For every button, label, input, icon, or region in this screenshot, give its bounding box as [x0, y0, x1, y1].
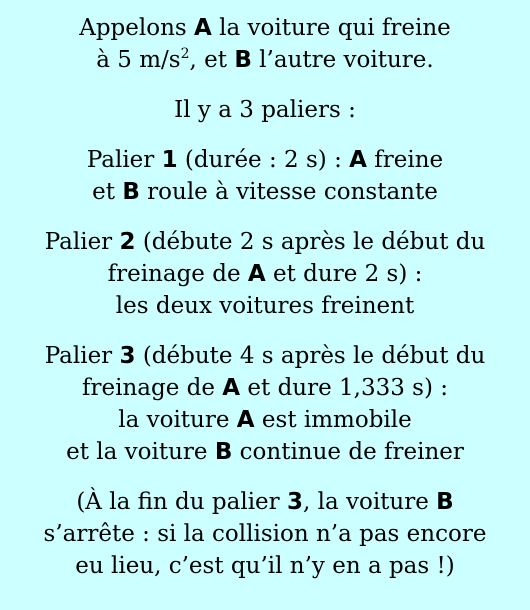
- car-a-label: A: [236, 407, 255, 433]
- note-text: (À la fin du palier: [76, 489, 287, 515]
- palier-text: et dure 2 s) :: [265, 261, 423, 287]
- palier-text: continue de freiner: [232, 439, 464, 465]
- palier-text: et dure 1,333 s) :: [240, 375, 449, 401]
- palier-number: 3: [119, 343, 136, 369]
- palier-text: la voiture: [118, 407, 237, 433]
- intro-text: à 5 m/s: [96, 47, 181, 73]
- palier-text: est immobile: [254, 407, 412, 433]
- car-a-label: A: [247, 261, 266, 287]
- palier-count-text: Il y a 3 paliers :: [174, 97, 356, 123]
- palier-text: les deux voitures freinent: [115, 293, 415, 319]
- palier-3: [0, 340, 530, 468]
- palier-text: roule à vitesse constante: [139, 179, 438, 205]
- palier-text: (durée : 2 s) :: [177, 147, 350, 173]
- car-b-label: B: [234, 47, 252, 73]
- intro-text: l’autre voiture.: [251, 47, 434, 73]
- palier-word: Palier: [86, 147, 162, 173]
- car-b-label: B: [122, 179, 140, 205]
- car-a-label: A: [194, 15, 212, 41]
- palier-text: freinage de: [81, 375, 223, 401]
- car-b-label: B: [436, 489, 454, 515]
- palier-word: Palier: [44, 343, 120, 369]
- palier-text: (débute 4 s après le début du: [135, 343, 486, 369]
- car-a-label: A: [349, 147, 367, 173]
- car-b-label: B: [214, 439, 233, 465]
- palier-1: [0, 144, 530, 208]
- intro-text: Appelons: [79, 15, 195, 41]
- final-note: [0, 486, 530, 582]
- note-text: s’arrête : si la collision n’a pas encore: [43, 521, 487, 547]
- intro-text: , et: [189, 47, 235, 73]
- palier-text: (débute 2 s après le début du: [135, 229, 486, 255]
- palier-number: 1: [161, 147, 178, 173]
- note-text: eu lieu, c’est qu’il n’y en a pas !): [75, 553, 455, 579]
- car-a-label: A: [222, 375, 241, 401]
- palier-word: Palier: [44, 229, 120, 255]
- palier-number: 2: [119, 229, 136, 255]
- intro-paragraph: [0, 12, 530, 76]
- palier-count: [0, 94, 530, 126]
- palier-text: et: [92, 179, 123, 205]
- exponent: 2: [180, 46, 190, 62]
- palier-number: 3: [286, 489, 303, 515]
- palier-text: freinage de: [107, 261, 248, 287]
- palier-2: [0, 226, 530, 322]
- note-text: , la voiture: [302, 489, 437, 515]
- palier-text: et la voiture: [66, 439, 215, 465]
- palier-text: freine: [366, 147, 444, 173]
- intro-text: la voiture qui freine: [211, 15, 451, 41]
